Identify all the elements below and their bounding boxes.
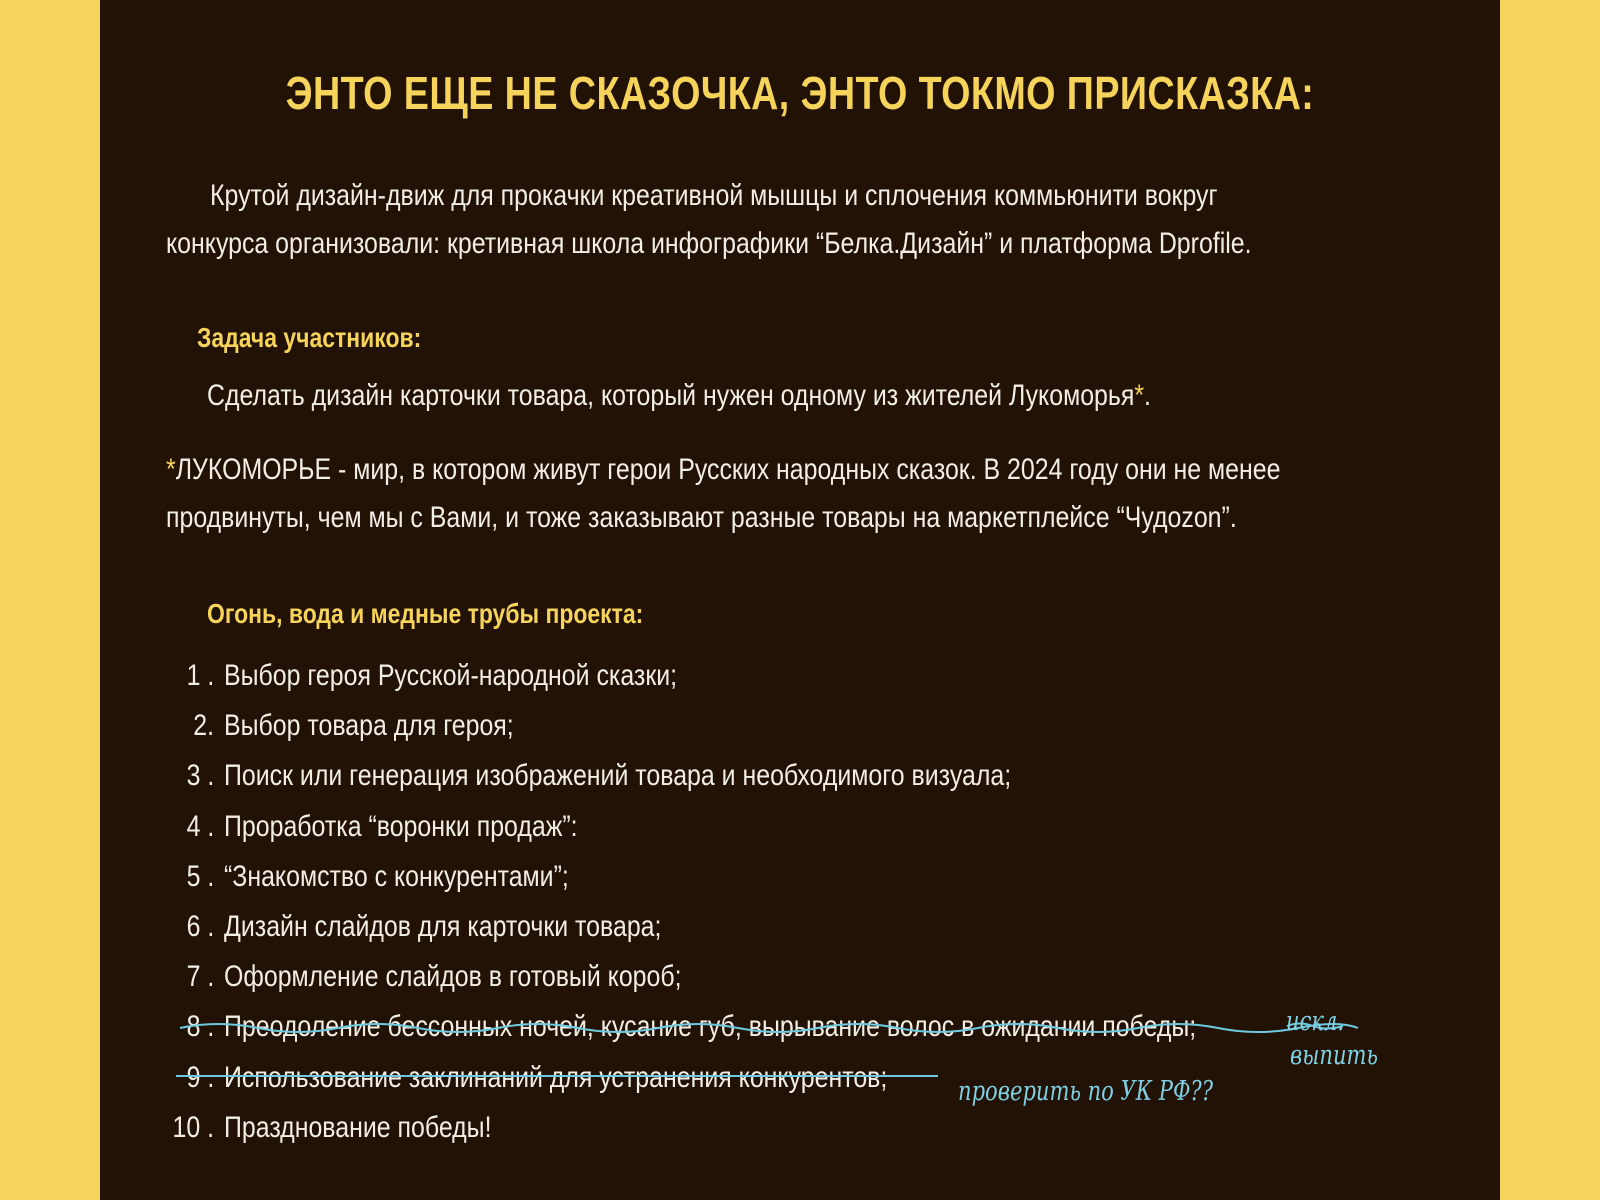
main-panel [100,0,1500,1200]
list-item-number: 3 . [186,759,214,793]
list-item-text: Использование заклинаний для устранения конкурентов; [224,1060,888,1094]
list-item-number: 1 . [186,659,214,692]
list-item-number: 4 . [186,809,214,843]
page-title: ЭНТО ЕЩЕ НЕ СКАЗОЧКА, ЭНТО ТОКМО ПРИСКАЗКА: [285,67,1315,119]
handwritten-note-check-law: проверить по УК РФ?? [958,1076,1214,1107]
footnote-paragraph [166,446,1494,542]
list-item-text: Поиск или генерация изображений товара и необходимого визуала; [224,759,1012,793]
list-item-number: 5 . [186,859,214,893]
list-item-text: Оформление слайдов в готовый короб; [224,960,682,994]
list-item-number: 2. [193,709,214,743]
intro-line-2: конкурса организовали: кретивная школа инфографики “Белка.Дизайн” и платформа Dprofile. [166,227,1252,260]
intro-paragraph [166,172,1494,268]
intro-line-1: Крутой дизайн-движ для прокачки креативной мышцы и сплочения коммьюнити вокруг [209,179,1218,212]
list-item-number: 7 . [186,960,214,994]
list-item-number: 10 . [172,1110,214,1144]
list-item-text: “Знакомство с конкурентами”; [224,859,569,893]
asterisk-mark: * [166,453,176,486]
project-heading: Огонь, вода и медные трубы проекта: [207,598,644,629]
list-item-number: 8 . [186,1010,214,1044]
asterisk-mark: * [1134,379,1145,412]
handwritten-note-drink: выпить [1290,1040,1378,1071]
strike-line-item-9 [176,1075,938,1077]
footnote-line-1 [166,446,1494,494]
footnote-line-1-text: ЛУКОМОРЬЕ - мир, в котором живут герои Русских народных сказок. В 2024 году они не менее [175,453,1281,486]
task-text-body: Сделать дизайн карточки товара, который нужен одному из жителей Лукоморья [207,379,1135,412]
footnote-line-2: продвинуты, чем мы с Вами, и тоже заказывают разные товары на маркетплейсе “Чудоzon”. [166,501,1237,534]
list-item-number: 9 . [186,1060,214,1094]
list-item-number: 6 . [186,909,214,943]
task-heading: Задача участников: [197,322,422,353]
task-text [207,372,1151,420]
list-item-text: Выбор героя Русской-народной сказки; [224,659,678,692]
list-item-text: Выбор товара для героя; [224,709,514,743]
handwritten-note-excl: искл. [1286,1006,1345,1037]
task-text-end: . [1144,379,1151,412]
list-item-text: Дизайн слайдов для карточки товара; [224,909,662,943]
scribble-strike-item-8 [178,1018,1368,1038]
list-item-text: Празднование победы! [224,1110,492,1144]
list-item-text: Проработка “воронки продаж”: [224,809,578,843]
list-item-text: Преодоление бессонных ночей, кусание губ, вырывание волос в ожидании победы; [224,1010,1197,1044]
